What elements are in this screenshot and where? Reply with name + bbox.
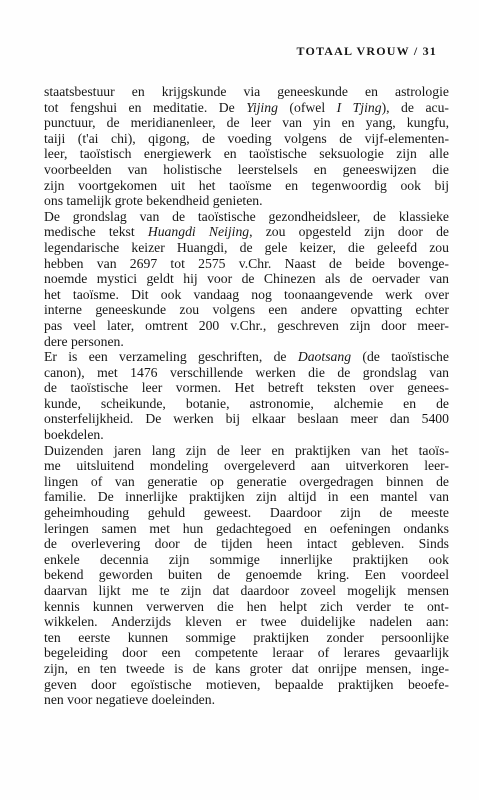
text-line: ten eerste kunnen sommige praktijken zonder persoonlijke — [44, 629, 449, 645]
text-line: noemde mystici geldt hij voor de Chinezen als de oervader van — [44, 271, 449, 287]
text-line: interne geneeskunde zou volgens een andere opvatting echter — [44, 302, 449, 318]
text-line: daarvan lijkt me te zijn dat daardoor zoveel mogelijk mensen — [44, 583, 449, 598]
text-line: dere personen. — [44, 333, 124, 349]
italic-title: Daotsang — [297, 349, 352, 365]
text-line: medische tekst Huangdi Neijing, zou opgesteld zijn door de — [44, 224, 449, 240]
text-line: De grondslag van de taoïstische gezondheidsleer, de klassieke — [44, 208, 449, 224]
running-head: TOTAAL VROUW / 31 — [296, 44, 437, 58]
text-line: geheimhouding gehuld geweest. Daardoor zijn de meeste — [44, 505, 449, 521]
text-line: de taoïstische leer vormen. Het betreft teksten over genees- — [44, 380, 449, 396]
text-line: zijn, en ten tweede is de kans groter dat onrijpe mensen, inge- — [44, 660, 449, 676]
body-text — [44, 84, 449, 708]
text-line: onsterfelijkheid. De werken bij elkaar beslaan meer dan 5400 — [44, 411, 449, 427]
text-line: begeleiding door een competente leraar of lerares gevaarlijk — [44, 645, 449, 661]
text-line: kunde, scheikunde, botanie, astronomie, alchemie en de — [44, 395, 449, 411]
italic-title: I Tjing — [336, 99, 382, 115]
text-line: taiji (t'ai chi), qigong, de voeding volgens de vijf-elementen- — [44, 130, 449, 146]
text-line: Er is een verzameling geschriften, de Daotsang (de taoïstische — [44, 349, 449, 365]
italic-title: Huangdi Neijing — [147, 224, 250, 240]
text-line: leringen samen met hun gedachtegoed en oefeningen ondanks — [44, 520, 449, 536]
text-line: ons tamelijk grote bekendheid genieten. — [44, 193, 263, 209]
text-line: Duizenden jaren lang zijn de leer en praktijken van het taoïs- — [44, 442, 449, 458]
text-line: staatsbestuur en krijgskunde via geneeskunde en astrologie — [44, 84, 449, 99]
text-line: lingen of van generatie op generatie overgedragen binnen de — [44, 473, 449, 489]
text-line: zijn voortgekomen uit het taoïsme en tegenwoordig ook bij — [44, 177, 449, 193]
text-line: punctuur, de meridianenleer, de leer van yin en yang, kungfu, — [44, 115, 449, 131]
text-line: canon), met 1476 verschillende werken die de grondslag van — [44, 364, 449, 380]
text-line: leer, taoïstisch energiewerk en taoïstische seksuologie zijn alle — [44, 146, 449, 162]
text-line: pas veel later, omtrent 200 v.Chr., geschreven zijn door meer- — [44, 317, 449, 333]
text-line: legendarische keizer Huangdi, de gele keizer, die geleefd zou — [44, 239, 449, 255]
text-line: tot fengshui en meditatie. De Yijing (ofwel I Tjing), de acu- — [44, 99, 449, 115]
text-line: geven door egoïstische motieven, bepaalde praktijken beoefe- — [44, 676, 449, 692]
text-line: familie. De innerlijke praktijken zijn altijd in een mantel van — [44, 489, 449, 505]
text-line: nen voor negatieve doeleinden. — [44, 692, 216, 708]
italic-title: Yijing — [246, 99, 278, 115]
text-line: enkele decennia zijn sommige innerlijke praktijken ook — [44, 551, 449, 567]
text-line: hebben van 2697 tot 2575 v.Chr. Naast de beide bovenge- — [44, 255, 449, 271]
text-line: wikkelen. Anderzijds kleven er twee duidelijke nadelen aan: — [44, 614, 449, 630]
text-line: me uitsluitend mondeling overgeleverd aan uitverkoren leer- — [44, 458, 449, 474]
text-line: kennis kunnen verwerven die hen helpt zich verder te ont- — [44, 598, 449, 614]
text-line: boekdelen. — [44, 427, 104, 443]
text-line: het taoïsme. Dit ook vandaag nog toonaangevende werk over — [44, 286, 449, 302]
text-line: de overlevering door de tijden heen intact gebleven. Sinds — [44, 536, 449, 552]
text-line: voorbeelden van holistische leerstelsels en geneeswijzen die — [44, 161, 449, 177]
text-line: bekend geworden buiten de genoemde kring. Een voordeel — [44, 567, 449, 583]
